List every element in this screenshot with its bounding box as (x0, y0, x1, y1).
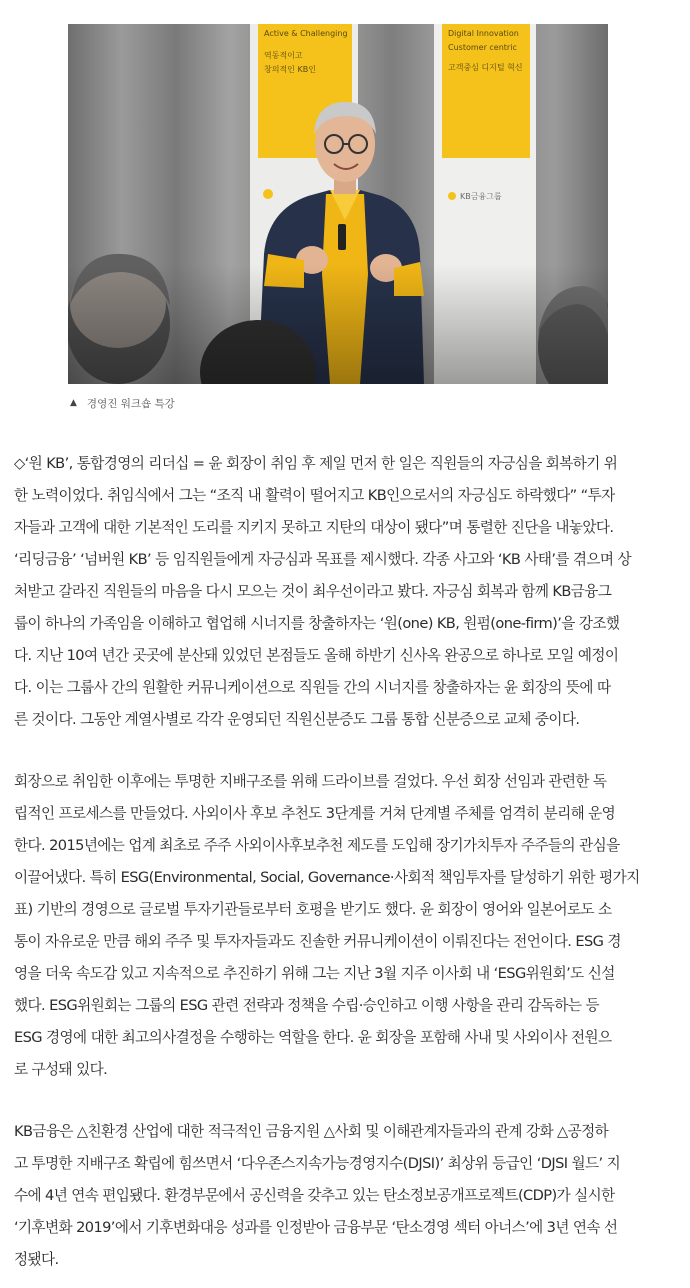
text-line: 이끌어냈다. 특히 ESG(Environmental, Social, Governance·사회적 책임투자를 달성하기 위한 평가지 (14, 869, 640, 886)
text-line: 룹이 하나의 가족임을 이해하고 협업해 시너지를 창출하자는 ‘원(one) KB, 원펌(one-firm)’을 강조했 (14, 615, 620, 632)
svg-text:창의적인 KB인: 창의적인 KB인 (264, 65, 316, 74)
caption-triangle-icon: ▲ (70, 398, 77, 408)
svg-text:역동적이고: 역동적이고 (264, 51, 303, 60)
text-line: 자들과 고객에 대한 기본적인 도리를 지키지 못하고 지탄의 대상이 됐다”며 통렬한 진단을 내놓았다. (14, 519, 614, 536)
caption-text: 경영진 워크숍 특강 (86, 397, 175, 410)
svg-text:고객중심 디지털 혁신: 고객중심 디지털 혁신 (448, 63, 523, 72)
text-line: 고 투명한 지배구조 확립에 힘쓰면서 ‘다우존스지속가능경영지수(DJSI)’ 최상위 등급인 ‘DJSI 월드’ 지 (14, 1155, 621, 1172)
text-line: 른 것이다. 그동안 계열사별로 각각 운영되던 직원신분증도 그룹 통합 신분증으로 교체 중이다. (14, 711, 580, 728)
svg-text:Customer centric: Customer centric (448, 43, 517, 52)
text-line: 정됐다. (14, 1251, 59, 1268)
text-line: 통이 자유로운 만큼 해외 주주 및 투자자들과도 진솔한 커뮤니케이션이 이뤄진다는 전언이다. ESG 경 (14, 933, 621, 950)
paragraph-leadership (14, 448, 664, 736)
svg-text:Digital Innovation: Digital Innovation (448, 29, 519, 38)
text-line: KB금융은 △친환경 산업에 대한 적극적인 금융지원 △사회 및 이해관계자들과의 관계 강화 △공정하 (14, 1123, 609, 1140)
text-line: 다. 이는 그룹사 간의 원활한 커뮤니케이션으로 직원들 간의 시너지를 창출하자는 윤 회장의 뜻에 따 (14, 679, 611, 696)
text-line: ‘리딩금융’ ‘넘버원 KB’ 등 임직원들에게 자긍심과 목표를 제시했다. 각종 사고와 ‘KB 사태’를 겪으며 상 (14, 551, 631, 568)
text-line: 영을 더욱 속도감 있고 지속적으로 추진하기 위해 그는 지난 3월 지주 이사회 내 ‘ESG위원회’도 신설 (14, 965, 615, 982)
article-photo (68, 24, 608, 384)
text-line: 했다. ESG위원회는 그룹의 ESG 관련 전략과 정책을 수립·승인하고 이행 사항을 관리 감독하는 등 (14, 997, 599, 1014)
text-line: 립적인 프로세스를 만들었다. 사외이사 후보 추천도 3단계를 거쳐 단계별 주체를 엄격히 분리해 운영 (14, 805, 616, 822)
svg-text:KB금융그룹: KB금융그룹 (460, 192, 502, 201)
text-line: 수에 4년 연속 편입됐다. 환경부문에서 공신력을 갖추고 있는 탄소정보공개프로젝트(CDP)가 실시한 (14, 1187, 615, 1204)
speaker-photo (68, 24, 608, 384)
paragraph-esg (14, 1116, 664, 1276)
text-line: 로 구성돼 있다. (14, 1061, 108, 1078)
text-line: 다. 지난 10여 년간 곳곳에 분산돼 있었던 본점들도 올해 하반기 신사옥 완공으로 하나로 모일 예정이 (14, 647, 619, 664)
text-line: 한다. 2015년에는 업계 최초로 주주 사외이사후보추천 제도를 도입해 장기가치투자 주주들의 관심을 (14, 837, 620, 854)
text-line: 표) 기반의 경영으로 글로벌 투자기관들로부터 호평을 받기도 했다. 윤 회장이 영어와 일본어로도 소 (14, 901, 612, 918)
text-line: 한 노력이었다. 취임식에서 그는 “조직 내 활력이 떨어지고 KB인으로서의 자긍심도 하락했다” “투자 (14, 487, 615, 504)
paragraph-governance (14, 766, 664, 1086)
paragraph-gap (14, 1086, 664, 1116)
paragraph-gap (14, 736, 664, 766)
text-line: ESG 경영에 대한 최고의사결정을 수행하는 역할을 한다. 윤 회장을 포함해 사내 및 사외이사 전원으 (14, 1029, 612, 1046)
svg-text:Active & Challenging: Active & Challenging (264, 29, 348, 38)
kb-logo-icon (448, 192, 456, 200)
text-line: 회장으로 취임한 이후에는 투명한 지배구조를 위해 드라이브를 걸었다. 우선 회장 선임과 관련한 독 (14, 773, 607, 790)
photo-caption (70, 395, 175, 411)
article-body (14, 448, 664, 1276)
text-line: ◇‘원 KB’, 통합경영의 리더십 = 윤 회장이 취임 후 제일 먼저 한 일은 직원들의 자긍심을 회복하기 위 (14, 455, 618, 472)
text-line: 처받고 갈라진 직원들의 마음을 다시 모으는 것이 최우선이라고 봤다. 자긍심 회복과 함께 KB금융그 (14, 583, 612, 600)
text-line: ‘기후변화 2019’에서 기후변화대응 성과를 인정받아 금융부문 ‘탄소경영 섹터 아너스’에 3년 연속 선 (14, 1219, 618, 1236)
